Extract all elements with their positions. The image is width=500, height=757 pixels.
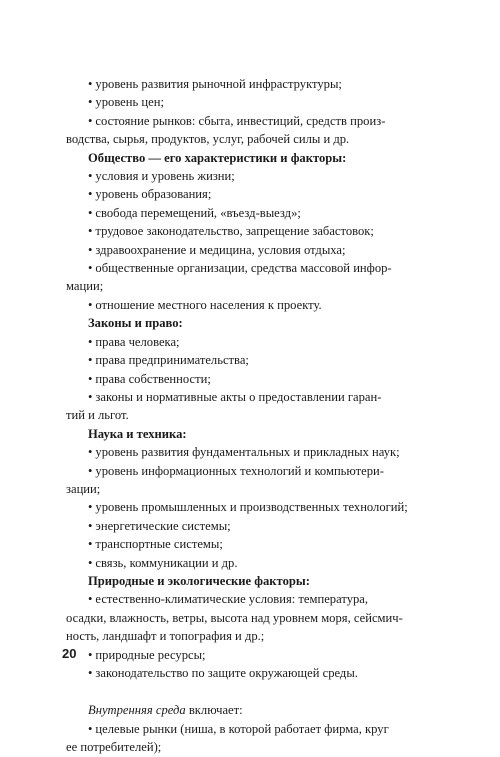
bullet: • xyxy=(88,592,93,607)
list-item xyxy=(66,167,436,185)
page-number: 20 xyxy=(62,646,77,661)
bullet: • xyxy=(88,445,93,460)
list-item xyxy=(66,554,436,572)
list-item-continuation: тий и льгот. xyxy=(66,408,129,423)
list-item xyxy=(66,333,436,351)
list-item xyxy=(66,517,436,535)
list-item-text: отношение местного населения к проекту. xyxy=(95,297,322,312)
list-item-text: уровень образования; xyxy=(95,187,212,202)
list-item xyxy=(66,443,436,461)
list-item-continuation: ность, ландшафт и топография и др.; xyxy=(66,629,265,644)
bullet: • xyxy=(88,721,93,736)
section-heading-nature: Природные и экологические факторы: xyxy=(88,573,310,588)
bullet: • xyxy=(88,224,93,239)
list-item-text: здравоохранение и медицина, условия отдыха; xyxy=(95,242,346,257)
list-item xyxy=(66,664,436,682)
bullet: • xyxy=(88,666,93,680)
list-item xyxy=(66,351,436,369)
bullet: • xyxy=(88,500,93,515)
list-item xyxy=(66,535,436,553)
list-item-text: права предпринимательства; xyxy=(95,353,249,368)
bullet: • xyxy=(88,205,93,220)
list-item xyxy=(66,646,436,664)
list-item xyxy=(66,498,436,516)
list-item xyxy=(66,204,436,222)
list-item-text: уровень цен; xyxy=(95,95,164,110)
list-item xyxy=(66,112,436,130)
list-item-text: уровень промышленных и производственных технологий; xyxy=(95,500,408,515)
bullet: • xyxy=(88,353,93,368)
list-item-continuation: ее потребителей); xyxy=(66,740,162,755)
bullet: • xyxy=(88,242,93,257)
bullet: • xyxy=(88,463,93,478)
list-item-continuation: водства, сырья, продуктов, услуг, рабочей силы и др. xyxy=(66,132,350,147)
list-item-text: права собственности; xyxy=(95,371,211,386)
list-item-text: уровень развития рыночной инфраструктуры; xyxy=(95,77,342,91)
list-item-text: целевые рынки (ниша, в которой работает фирма, круг xyxy=(95,721,389,736)
list-item-text: природные ресурсы; xyxy=(95,647,206,662)
bullet: • xyxy=(88,261,93,276)
list-item-text: законодательство по защите окружающей среды. xyxy=(95,666,358,680)
list-item-text: транспортные системы; xyxy=(95,537,223,552)
list-item xyxy=(66,93,436,111)
list-item-text: связь, коммуникации и др. xyxy=(95,555,238,570)
list-item xyxy=(66,720,436,738)
bullet: • xyxy=(88,371,93,386)
list-item-text: свобода перемещений, «въезд-выезд»; xyxy=(95,205,301,220)
bullet: • xyxy=(88,555,93,570)
section-heading-science: Наука и техника: xyxy=(88,426,187,441)
list-item-text: общественные организации, средства массовой инфор- xyxy=(95,261,392,276)
bullet: • xyxy=(88,113,93,128)
bullet: • xyxy=(88,334,93,349)
list-item xyxy=(66,222,436,240)
list-item-text: трудовое законодательство, запрещение забастовок; xyxy=(95,224,374,239)
section-heading-society: Общество — его характеристики и факторы: xyxy=(88,150,347,165)
list-item xyxy=(66,259,436,277)
list-item xyxy=(66,590,436,608)
bullet: • xyxy=(88,77,93,91)
page-body xyxy=(66,75,436,757)
list-item xyxy=(66,241,436,259)
bullet: • xyxy=(88,187,93,202)
bullet: • xyxy=(88,95,93,110)
list-item xyxy=(66,296,436,314)
list-item xyxy=(66,388,436,406)
list-item-text: законы и нормативные акты о предоставлении гаран- xyxy=(95,389,382,404)
list-item-text: уровень информационных технологий и компьютери- xyxy=(95,463,384,478)
list-item-continuation: мации; xyxy=(66,279,104,294)
bullet: • xyxy=(88,297,93,312)
list-item-text: уровень развития фундаментальных и прикладных наук; xyxy=(95,445,400,460)
bullet: • xyxy=(88,169,93,184)
list-item xyxy=(66,462,436,480)
list-item-text: естественно-климатические условия: температура, xyxy=(95,592,369,607)
bullet: • xyxy=(88,389,93,404)
section-heading-law: Законы и право: xyxy=(88,316,183,331)
paragraph-intro xyxy=(66,701,436,719)
list-item xyxy=(66,185,436,203)
emphasis-term: Внутренняя среда xyxy=(88,703,186,718)
bullet: • xyxy=(88,518,93,533)
paragraph-text: включает: xyxy=(185,703,243,718)
list-item xyxy=(66,370,436,388)
list-item-text: права человека; xyxy=(95,334,180,349)
paragraph-gap xyxy=(66,682,436,701)
list-item-text: условия и уровень жизни; xyxy=(95,169,235,184)
bullet: • xyxy=(88,537,93,552)
list-item xyxy=(66,75,436,93)
list-item-text: состояние рынков: сбыта, инвестиций, средств произ- xyxy=(95,113,386,128)
list-item-continuation: зации; xyxy=(66,481,101,496)
bullet: • xyxy=(88,647,93,662)
list-item-continuation: осадки, влажность, ветры, высота над уровнем моря, сейсмич- xyxy=(66,610,403,625)
list-item-text: энергетические системы; xyxy=(95,518,231,533)
